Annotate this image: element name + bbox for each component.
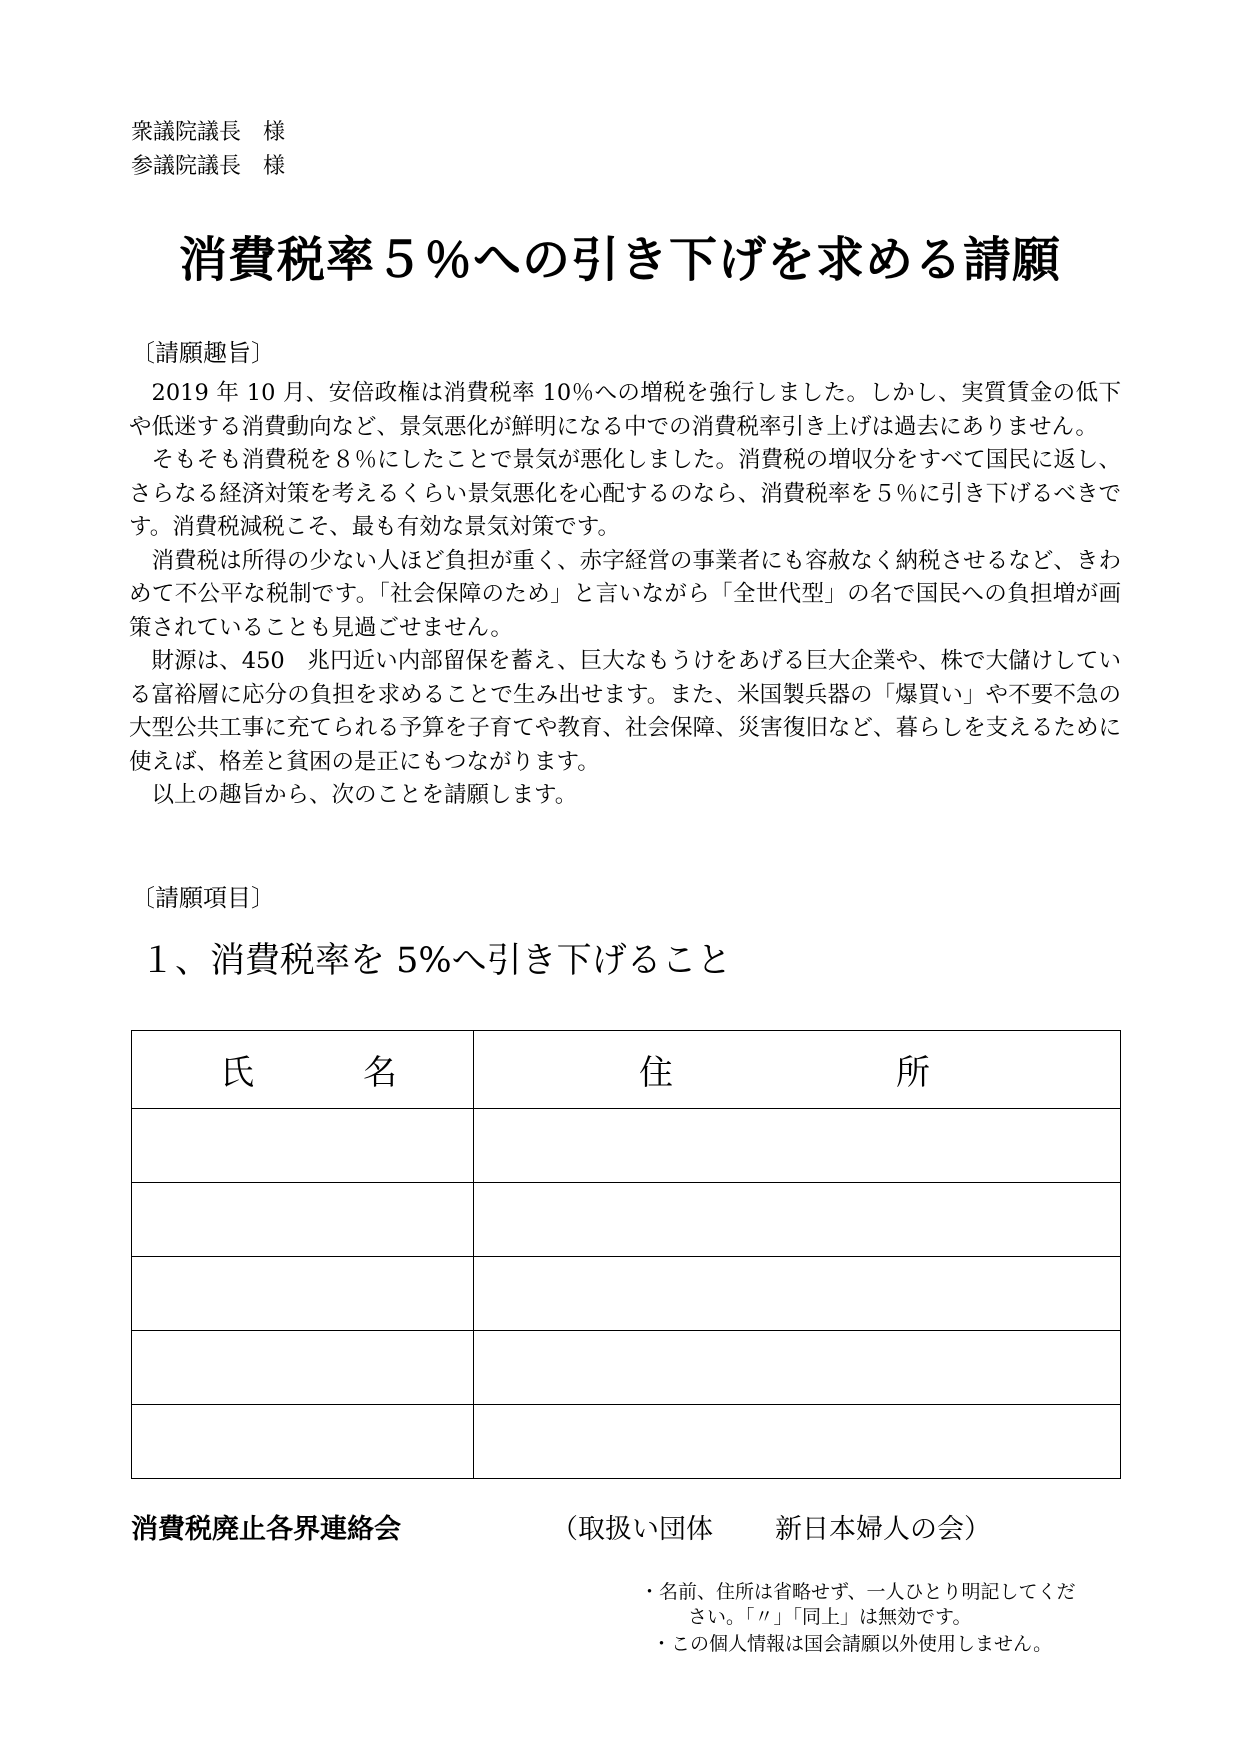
signature-table (131, 1030, 1121, 1479)
addressee-house-of-councillors: 参議院議長 様 (131, 154, 286, 179)
table-row (132, 1331, 1121, 1405)
note-1-line-1: ・名前、住所は省略せず、一人ひとり明記してくだ (640, 1581, 1076, 1603)
purpose-paragraph-3: 消費税は所得の少ない人ほど負担が重く、赤字経営の事業者にも容赦なく納税させるなど、きわめて不公平な税制です。「社会保障のため」と言いながら「全世代型」の名で国民への負担増が画策されていることも見過ごせません。 (129, 547, 1121, 641)
purpose-body (129, 377, 1121, 813)
name-column-header (132, 1031, 474, 1109)
handler-name: 新日本婦人の会） (775, 1514, 991, 1545)
address-cell[interactable] (474, 1109, 1121, 1183)
page-title: 消費税率５％への引き下げを求める請願 (178, 232, 1061, 288)
purpose-paragraph-5: 以上の趣旨から、次のことを請願します。 (151, 782, 578, 808)
address-cell[interactable] (474, 1257, 1121, 1331)
name-header-char-2: 名 (363, 1053, 397, 1093)
address-cell[interactable] (474, 1405, 1121, 1479)
address-header-char-1: 住 (639, 1053, 673, 1093)
items-heading: 〔請願項目〕 (131, 884, 275, 912)
note-2: ・この個人情報は国会請願以外使用しません。 (652, 1633, 1053, 1655)
notes (640, 1580, 1120, 1657)
organization-name: 消費税廃止各界連絡会 (131, 1514, 401, 1545)
table-row (132, 1183, 1121, 1257)
name-cell[interactable] (132, 1257, 474, 1331)
table-row (132, 1109, 1121, 1183)
purpose-heading: 〔請願趣旨〕 (131, 339, 275, 367)
handling-organization (551, 1512, 991, 1548)
address-cell[interactable] (474, 1331, 1121, 1405)
footer (131, 1512, 991, 1548)
note-1-line-2: さい。「〃」「同上」は無効です。 (688, 1606, 972, 1628)
address-column-header (474, 1031, 1121, 1109)
purpose-paragraph-2: そもそも消費税を８％にしたことで景気が悪化しました。消費税の増収分をすべて国民に返し、さらなる経済対策を考えるくらい景気悪化を心配するのなら、消費税率を５％に引き下げるべきです。消費税減税こそ、最も有効な景気対策です。 (129, 447, 1121, 540)
address-cell[interactable] (474, 1183, 1121, 1257)
addressee-house-of-representatives: 衆議院議長 様 (131, 120, 286, 145)
purpose-paragraph-4: 財源は、450 兆円近い内部留保を蓄え、巨大なもうけをあげる巨大企業や、株で大儲けしている富裕層に応分の負担を求めることで生み出せます。また、米国製兵器の「爆買い」や不要不急の大型公共工事に充てられる予算を子育てや教育、社会保障、災害復旧など、暮らしを支えるために使えば、格差と貧困の是正にもつながります。 (129, 648, 1121, 775)
name-header-char-1: 氏 (220, 1053, 254, 1093)
name-cell[interactable] (132, 1109, 474, 1183)
name-cell[interactable] (132, 1405, 474, 1479)
address-header-char-2: 所 (896, 1053, 930, 1093)
signature-table-header (132, 1031, 1121, 1109)
handler-label: （取扱い団体 (551, 1514, 713, 1545)
name-cell[interactable] (132, 1331, 474, 1405)
addressee-block (131, 116, 285, 184)
petition-item-1: １、消費税率を 5%へ引き下げること (140, 941, 732, 981)
name-cell[interactable] (132, 1183, 474, 1257)
table-row (132, 1257, 1121, 1331)
table-row (132, 1405, 1121, 1479)
purpose-paragraph-1: 2019 年 10 月、安倍政権は消費税率 10％への増税を強行しました。しかし、実質賃金の低下や低迷する消費動向など、景気悪化が鮮明になる中での消費税率引き上げは過去にありません。 (129, 380, 1121, 440)
